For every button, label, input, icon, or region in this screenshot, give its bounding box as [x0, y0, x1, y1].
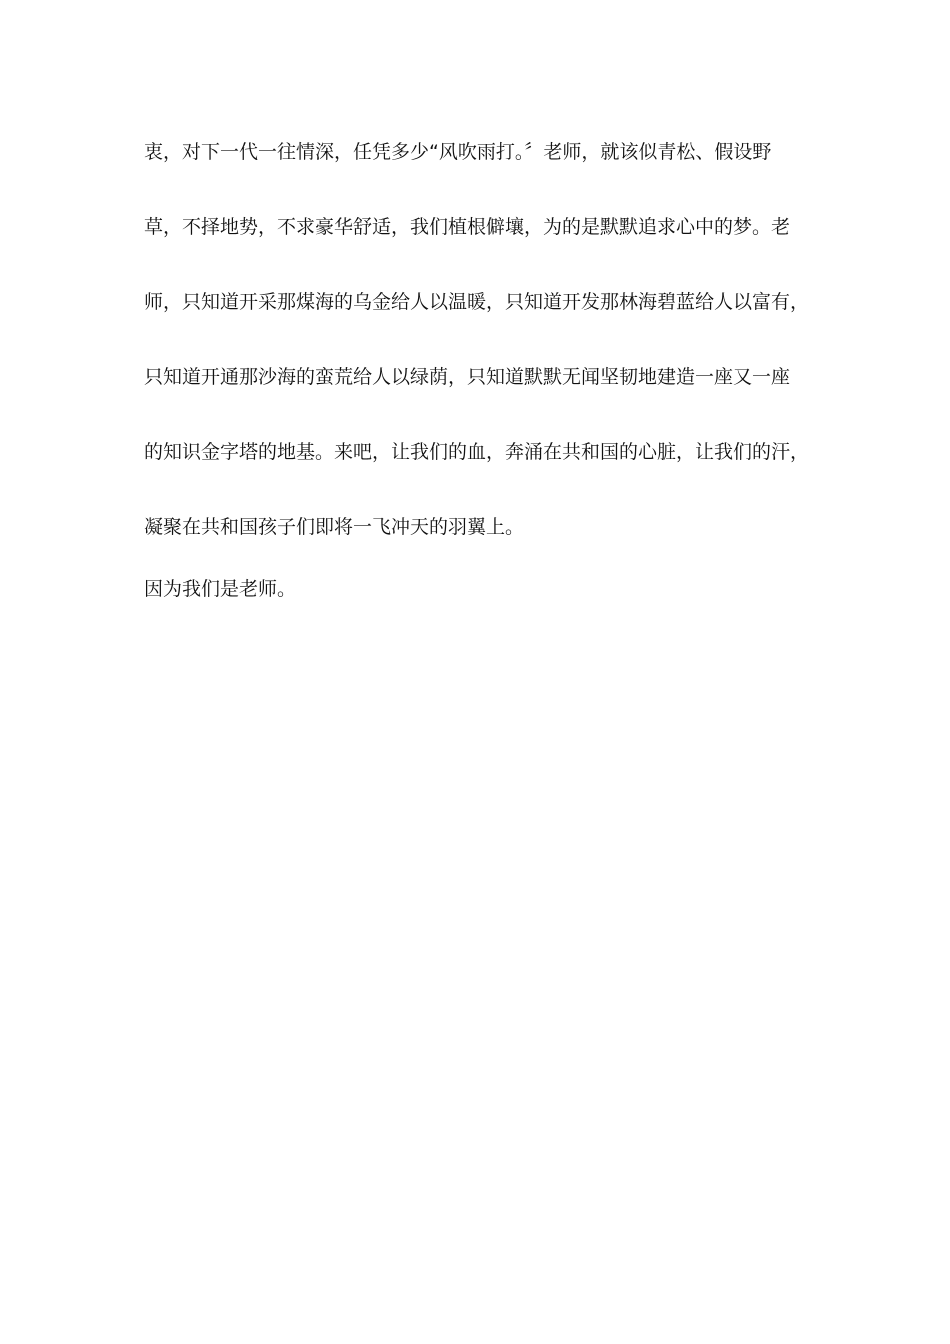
paragraph-line: 衷，对下一代一往情深，任凭多少“风吹雨打。〞老师，就该似青松、假设野 [144, 141, 772, 163]
paragraph-line: 凝聚在共和国孩子们即将一飞冲天的羽翼上。 [144, 516, 525, 538]
closing-line: 因为我们是老师。 [144, 578, 297, 600]
paragraph-line: 草，不择地势，不求豪华舒适，我们植根僻壤，为的是默默追求心中的梦。老 [144, 216, 791, 238]
paragraph-line: 只知道开通那沙海的蛮荒给人以绿荫，只知道默默无闻坚韧地建造一座又一座 [144, 366, 791, 388]
paragraph-line: 师，只知道开采那煤海的乌金给人以温暖，只知道开发那林海碧蓝给人以富有， [144, 291, 810, 313]
paragraph-line: 的知识金字塔的地基。来吧，让我们的血，奔涌在共和国的心脏，让我们的汗， [144, 441, 810, 463]
document-body [144, 133, 814, 608]
